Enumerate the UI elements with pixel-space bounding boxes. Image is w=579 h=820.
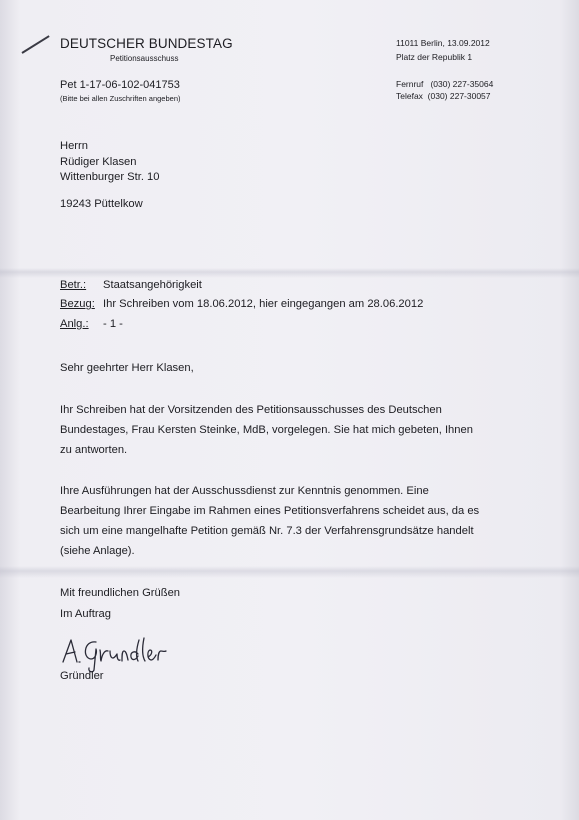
paragraph-1-line: Ihr Schreiben hat der Vorsitzenden des Petitionsausschusses des Deutschen [60,404,442,416]
pen-mark-icon [21,35,49,54]
reference-number: Pet 1-17-06-102-041753 [60,79,180,91]
bezug-label: Bezug: [60,298,95,310]
anlg-label: Anlg.: [60,318,89,330]
betr-value: Staatsangehörigkeit [103,279,202,291]
paragraph-1-line: Bundestages, Frau Kersten Steinke, MdB, vorgelegen. Sie hat mich gebeten, Ihnen [60,424,473,436]
department-name: Petitionsausschuss [110,54,179,63]
bezug-value: Ihr Schreiben vom 18.06.2012, hier eingegangen am 28.06.2012 [103,298,424,310]
paragraph-2-line: Ihre Ausführungen hat der Ausschussdienst zur Kenntnis genommen. Eine [60,485,429,497]
organization-name: DEUTSCHER BUNDESTAG [60,36,233,51]
fax-number: Telefax (030) 227-30057 [396,91,491,101]
paragraph-1-line: zu antworten. [60,444,128,456]
recipient-name: Rüdiger Klasen [60,156,137,168]
recipient-city: 19243 Püttelkow [60,198,143,210]
anlg-value: - 1 - [103,318,123,330]
betr-label: Betr.: [60,279,87,291]
greeting: Sehr geehrter Herr Klasen, [60,362,194,374]
place-date: 11011 Berlin, 13.09.2012 [396,38,490,48]
reference-note: (Bitte bei allen Zuschriften angeben) [60,94,181,103]
recipient-street: Wittenburger Str. 10 [60,171,160,183]
signer-name: Gründler [60,670,104,682]
phone-number: Fernruf (030) 227-35064 [396,79,494,89]
handwritten-signature [60,632,170,674]
paragraph-2-line: Bearbeitung Ihrer Eingabe im Rahmen eines Petitionsverfahrens scheidet aus, da es [60,505,480,517]
sender-street: Platz der Republik 1 [396,52,473,62]
closing-greeting: Mit freundlichen Grüßen [60,587,181,599]
closing-on-behalf: Im Auftrag [60,608,111,620]
paragraph-2-line: sich um eine mangelhafte Petition gemäß Nr. 7.3 der Verfahrensgrundsätze handelt [60,525,474,537]
recipient-salutation: Herrn [60,140,88,152]
paragraph-2-line: (siehe Anlage). [60,545,135,557]
